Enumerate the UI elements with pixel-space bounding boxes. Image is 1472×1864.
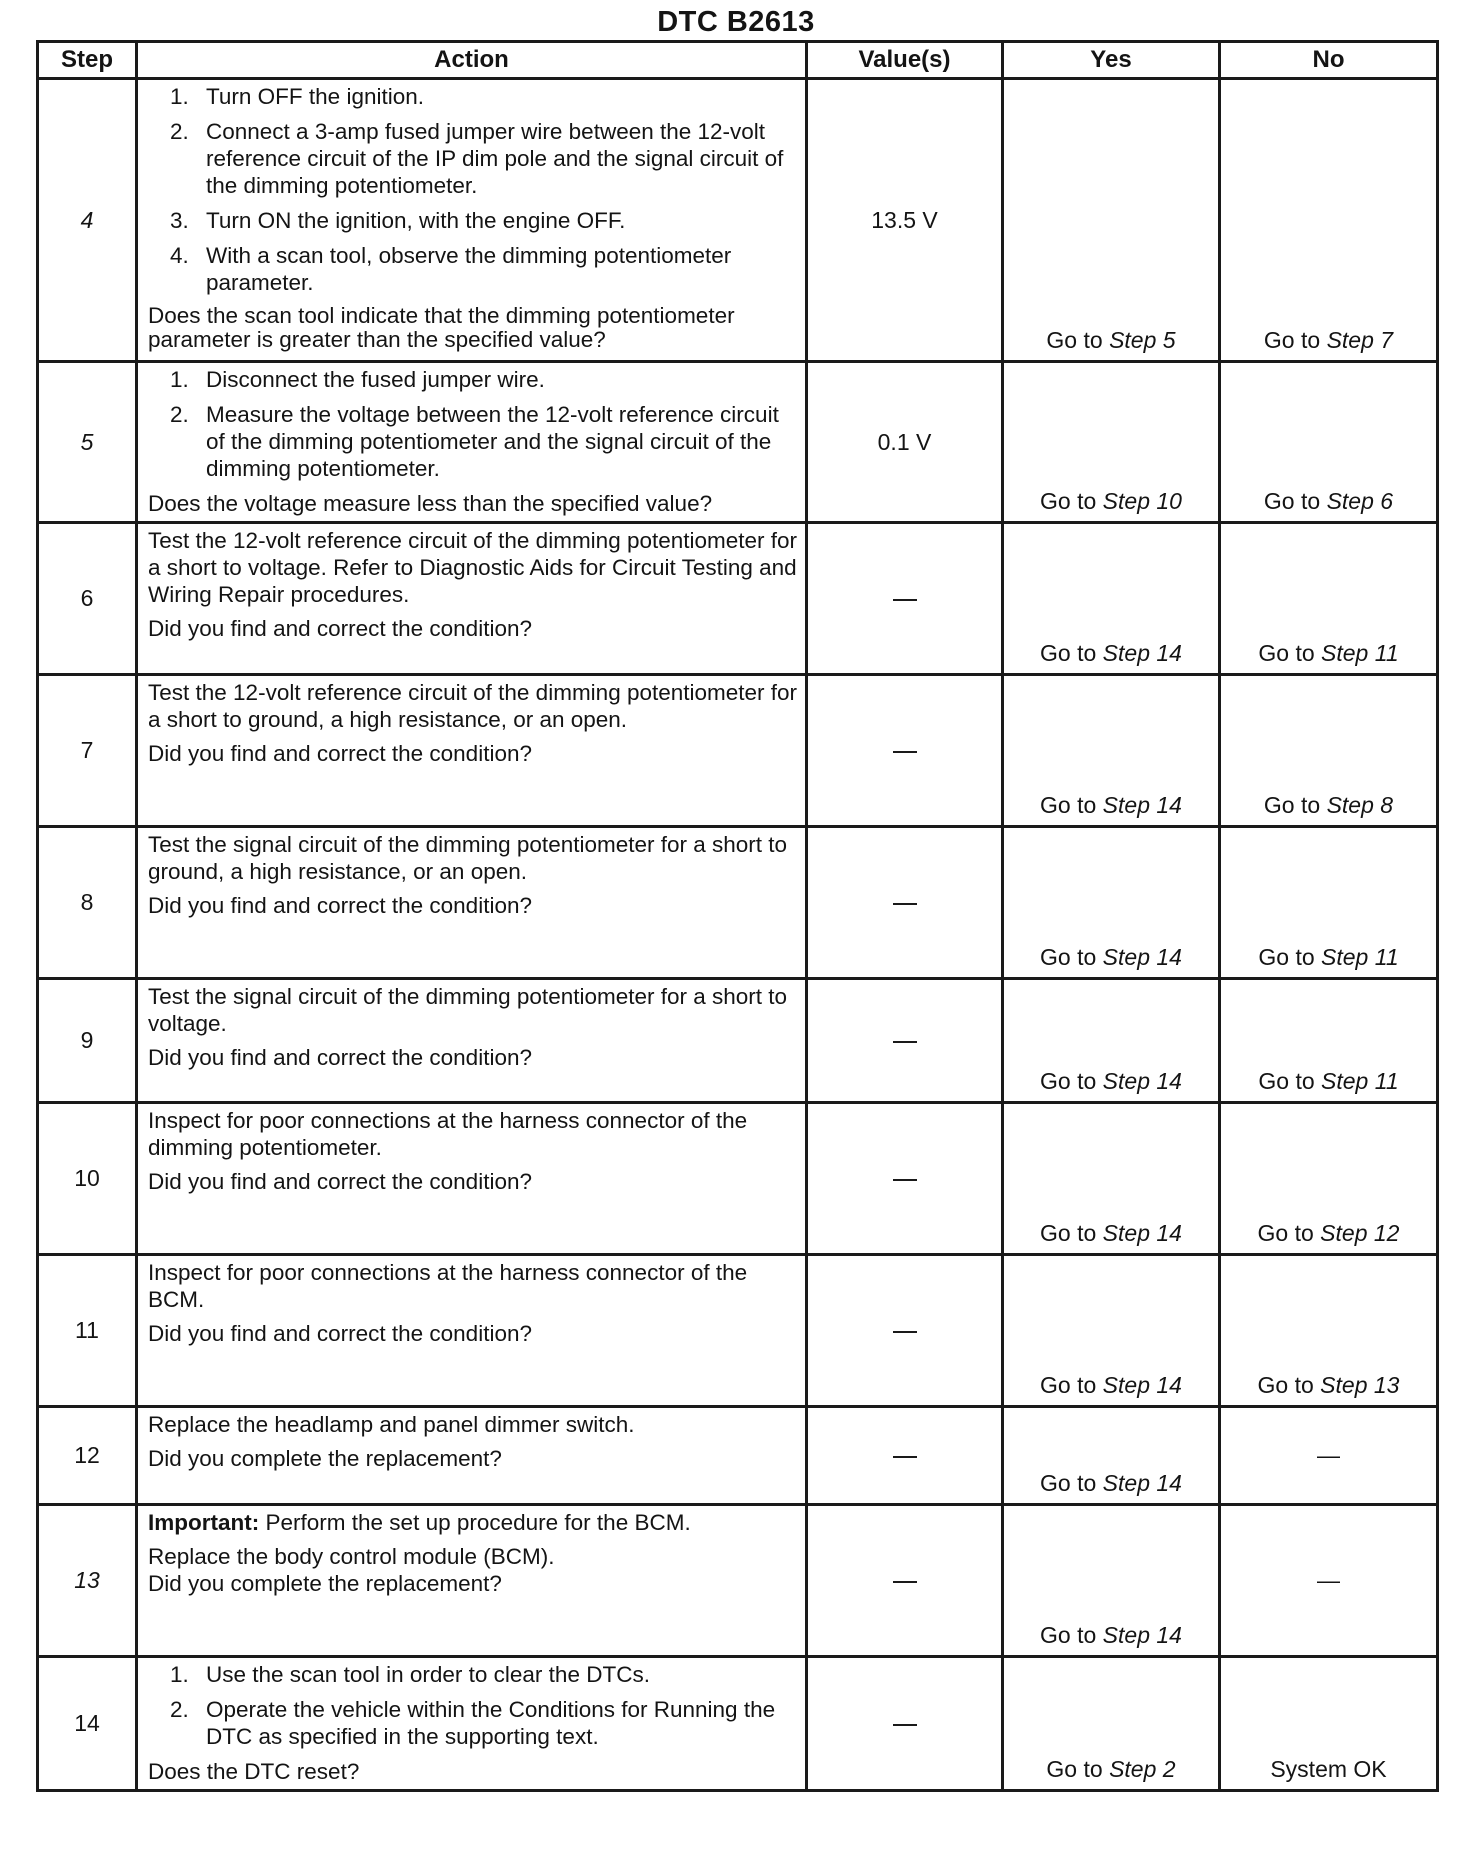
table-row bbox=[38, 1657, 1438, 1791]
yes-cell: Go to Step 14 bbox=[1003, 523, 1220, 675]
header-step: Step bbox=[38, 42, 137, 79]
question-text: Did you find and correct the condition? bbox=[148, 616, 532, 641]
step-number: 9 bbox=[38, 979, 137, 1103]
question-text: Did you find and correct the condition? bbox=[148, 1321, 532, 1346]
yes-cell: Go to Step 14 bbox=[1003, 979, 1220, 1103]
step-number: 8 bbox=[38, 827, 137, 979]
list-item: 4. With a scan tool, observe the dimming potentiometer parameter. bbox=[170, 243, 732, 295]
table-row bbox=[38, 523, 1438, 675]
dash-icon bbox=[893, 903, 917, 905]
yes-cell: Go to Step 14 bbox=[1003, 1407, 1220, 1505]
document-title: DTC B2613 bbox=[657, 6, 815, 38]
yes-cell: Go to Step 14 bbox=[1003, 1505, 1220, 1657]
list-item: 2. Operate the vehicle within the Conditions for Running the DTC as specified in the supporting text. bbox=[170, 1697, 776, 1749]
no-cell: Go to Step 6 bbox=[1220, 362, 1438, 523]
question-text: Does the scan tool indicate that the dimming potentiometer parameter is greater than the specified value? bbox=[148, 303, 735, 352]
header-action: Action bbox=[137, 42, 807, 79]
action-text: Test the 12-volt reference circuit of the dimming potentiometer for a short to voltage. Refer to Diagnostic Aids for Circuit Testing and Wiring Repair procedures. bbox=[148, 528, 798, 607]
list-item: 1. Disconnect the fused jumper wire. bbox=[170, 367, 545, 392]
no-cell: — bbox=[1220, 1407, 1438, 1505]
action-cell bbox=[137, 827, 807, 979]
step-number: 5 bbox=[38, 362, 137, 523]
no-cell: Go to Step 11 bbox=[1220, 827, 1438, 979]
dash-icon bbox=[893, 1179, 917, 1181]
action-cell bbox=[137, 979, 807, 1103]
table-row bbox=[38, 979, 1438, 1103]
dash-icon bbox=[893, 1331, 917, 1333]
question-text: Did you find and correct the condition? bbox=[148, 1045, 532, 1070]
table-row bbox=[38, 1103, 1438, 1255]
header-yes: Yes bbox=[1003, 42, 1220, 79]
no-cell: Go to Step 7 bbox=[1220, 79, 1438, 362]
action-cell bbox=[137, 79, 807, 362]
dash-icon bbox=[893, 1041, 917, 1043]
list-item: 2. Connect a 3-amp fused jumper wire between the 12-volt reference circuit of the IP dim pole and the signal circuit of the dimming potentiometer. bbox=[170, 119, 784, 198]
step-number: 13 bbox=[38, 1505, 137, 1657]
question-text: Does the DTC reset? bbox=[148, 1759, 360, 1784]
value-cell bbox=[807, 1407, 1003, 1505]
yes-cell: Go to Step 14 bbox=[1003, 827, 1220, 979]
procedure-list bbox=[148, 83, 801, 296]
value-cell bbox=[807, 675, 1003, 827]
dash-icon bbox=[893, 1456, 917, 1458]
list-item: 1. Use the scan tool in order to clear the DTCs. bbox=[170, 1662, 650, 1687]
header-values: Value(s) bbox=[807, 42, 1003, 79]
action-cell bbox=[137, 675, 807, 827]
value-cell bbox=[807, 1103, 1003, 1255]
no-cell: Go to Step 11 bbox=[1220, 523, 1438, 675]
yes-cell: Go to Step 5 bbox=[1003, 79, 1220, 362]
table-row bbox=[38, 675, 1438, 827]
list-item: 3. Turn ON the ignition, with the engine OFF. bbox=[170, 208, 626, 233]
action-text: Test the 12-volt reference circuit of the dimming potentiometer for a short to ground, a high resistance, or an open. bbox=[148, 680, 798, 732]
no-cell: System OK bbox=[1220, 1657, 1438, 1791]
action-cell bbox=[137, 362, 807, 523]
no-cell: Go to Step 11 bbox=[1220, 979, 1438, 1103]
no-cell: Go to Step 13 bbox=[1220, 1255, 1438, 1407]
procedure-list bbox=[148, 1661, 801, 1750]
yes-cell: Go to Step 10 bbox=[1003, 362, 1220, 523]
step-number: 6 bbox=[38, 523, 137, 675]
no-cell: Go to Step 8 bbox=[1220, 675, 1438, 827]
table-row bbox=[38, 1407, 1438, 1505]
dash-icon bbox=[893, 1724, 917, 1726]
action-cell bbox=[137, 1255, 807, 1407]
no-cell: — bbox=[1220, 1505, 1438, 1657]
action-cell bbox=[137, 1103, 807, 1255]
step-number: 11 bbox=[38, 1255, 137, 1407]
table-row bbox=[38, 1505, 1438, 1657]
dash-icon bbox=[893, 1581, 917, 1583]
step-number: 7 bbox=[38, 675, 137, 827]
procedure-list bbox=[148, 366, 801, 482]
action-cell bbox=[137, 1407, 807, 1505]
table-row bbox=[38, 362, 1438, 523]
list-item: 2. Measure the voltage between the 12-volt reference circuit of the dimming potentiometer and the signal circuit of the dimming potentiometer. bbox=[170, 402, 779, 481]
header-row bbox=[38, 42, 1438, 79]
action-text: Inspect for poor connections at the harness connector of the dimming potentiometer. bbox=[148, 1108, 748, 1160]
value-cell bbox=[807, 1657, 1003, 1791]
question-text: Did you find and correct the condition? bbox=[148, 1169, 532, 1194]
value-cell bbox=[807, 523, 1003, 675]
header-no: No bbox=[1220, 42, 1438, 79]
value-cell bbox=[807, 1505, 1003, 1657]
question-text: Did you find and correct the condition? bbox=[148, 741, 532, 766]
important-note: Important: Perform the set up procedure for the BCM. bbox=[148, 1510, 691, 1535]
step-number: 14 bbox=[38, 1657, 137, 1791]
table-row bbox=[38, 1255, 1438, 1407]
step-number: 12 bbox=[38, 1407, 137, 1505]
value-cell bbox=[807, 1255, 1003, 1407]
list-item: 1. Turn OFF the ignition. bbox=[170, 84, 425, 109]
step-number: 10 bbox=[38, 1103, 137, 1255]
dash-icon bbox=[893, 599, 917, 601]
yes-cell: Go to Step 14 bbox=[1003, 675, 1220, 827]
value-cell bbox=[807, 827, 1003, 979]
dash-icon bbox=[893, 751, 917, 753]
yes-cell: Go to Step 14 bbox=[1003, 1255, 1220, 1407]
action-text: Test the signal circuit of the dimming potentiometer for a short to voltage. bbox=[148, 984, 788, 1036]
table-row bbox=[38, 79, 1438, 362]
question-text: Did you complete the replacement? bbox=[148, 1446, 502, 1471]
table-row bbox=[38, 827, 1438, 979]
value-cell bbox=[807, 979, 1003, 1103]
value-cell: 0.1 V bbox=[807, 362, 1003, 523]
action-cell bbox=[137, 1657, 807, 1791]
step-number: 4 bbox=[38, 79, 137, 362]
yes-cell: Go to Step 2 bbox=[1003, 1657, 1220, 1791]
question-text: Did you find and correct the condition? bbox=[148, 893, 532, 918]
diagnostic-table bbox=[36, 40, 1439, 1792]
yes-cell: Go to Step 14 bbox=[1003, 1103, 1220, 1255]
question-text: Does the voltage measure less than the specified value? bbox=[148, 491, 713, 516]
action-text: Test the signal circuit of the dimming potentiometer for a short to ground, a high resistance, or an open. bbox=[148, 832, 788, 884]
action-text: Replace the body control module (BCM). bbox=[148, 1544, 555, 1569]
question-text: Did you complete the replacement? bbox=[148, 1571, 502, 1596]
action-text: Inspect for poor connections at the harness connector of the BCM. bbox=[148, 1260, 748, 1312]
no-cell: Go to Step 12 bbox=[1220, 1103, 1438, 1255]
action-text: Replace the headlamp and panel dimmer switch. bbox=[148, 1412, 635, 1437]
action-cell bbox=[137, 1505, 807, 1657]
action-cell bbox=[137, 523, 807, 675]
value-cell: 13.5 V bbox=[807, 79, 1003, 362]
